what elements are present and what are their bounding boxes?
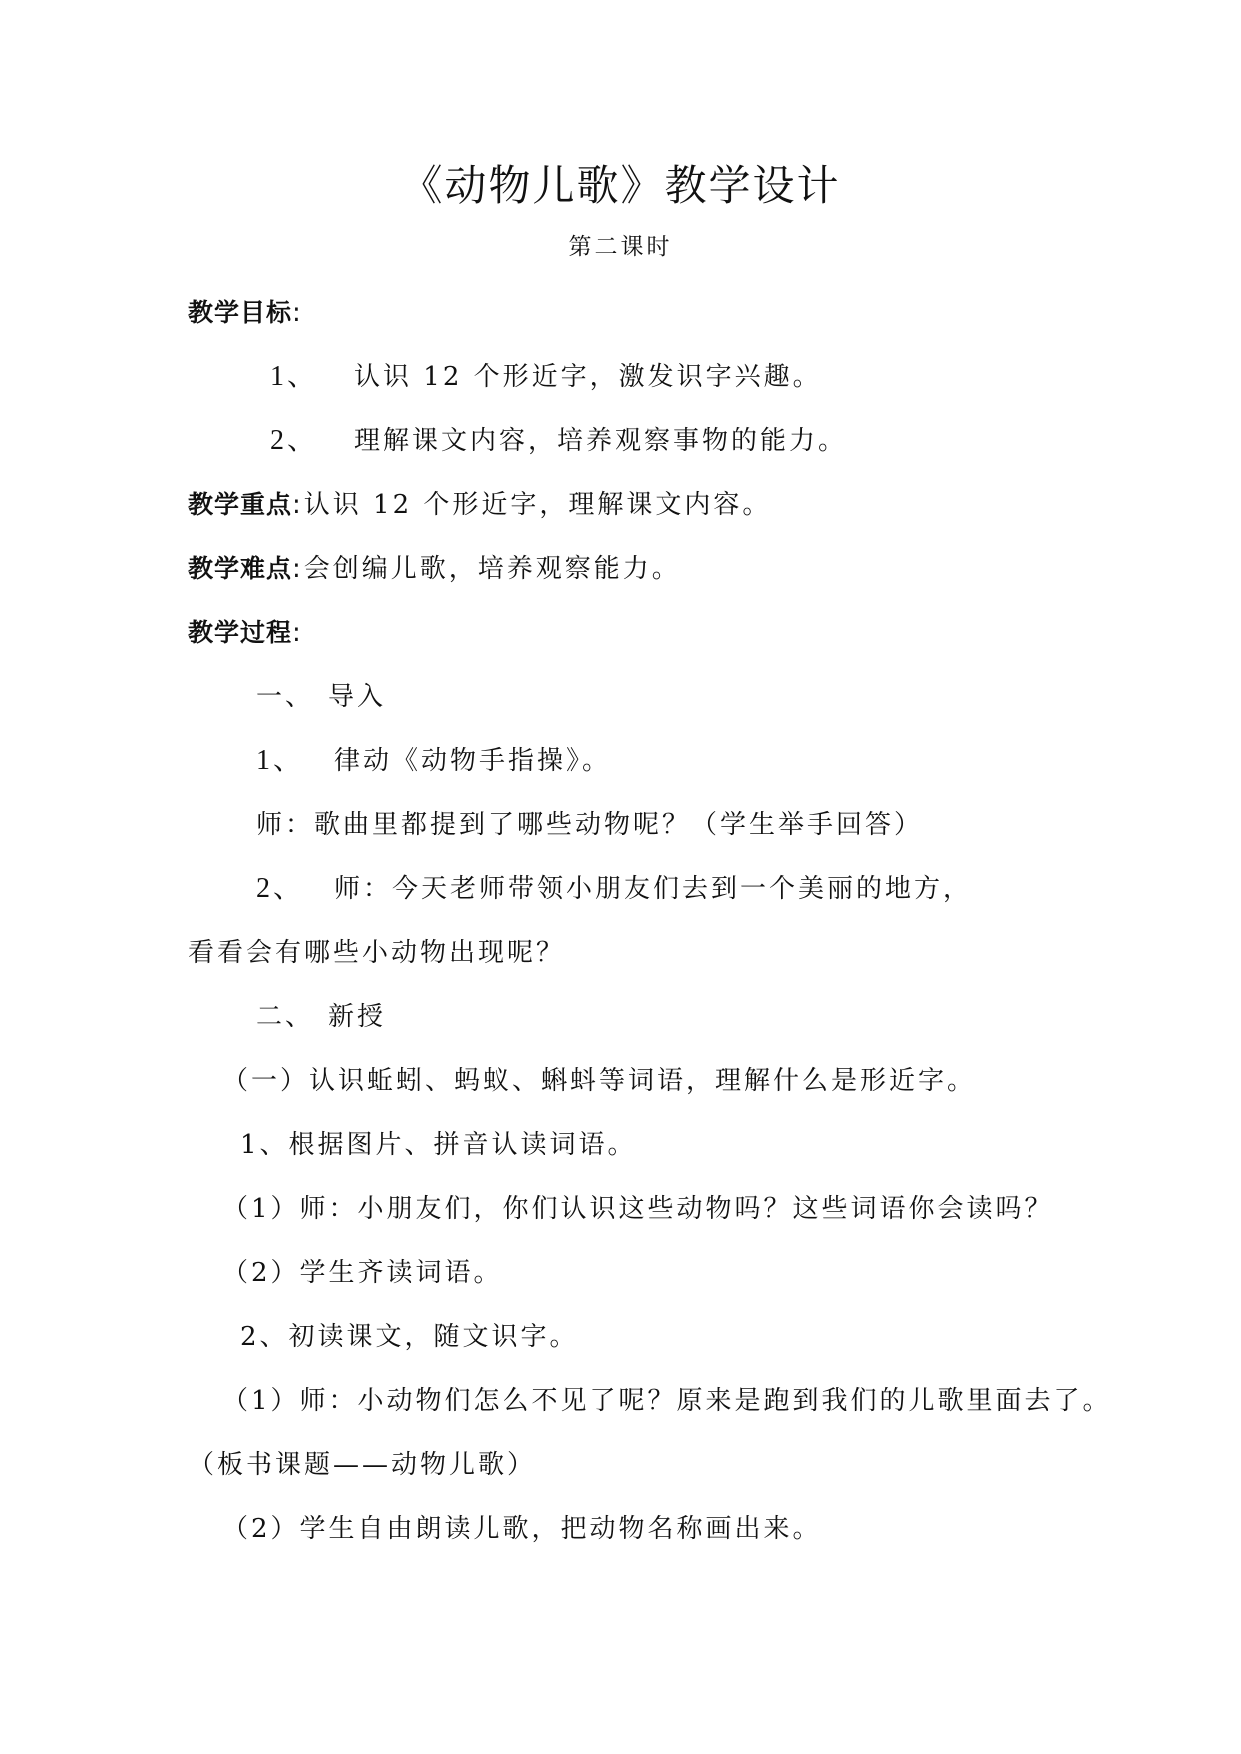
difficulties-line bbox=[188, 553, 681, 585]
document-subtitle: 第二课时 bbox=[568, 234, 673, 260]
section-1-heading bbox=[256, 681, 386, 713]
difficulties-colon: : bbox=[292, 554, 304, 584]
step-2-text: 师：今天老师带领小朋友们去到一个美丽的地方， bbox=[334, 874, 973, 904]
section-1-step-1 bbox=[256, 745, 611, 777]
objective-1-text: 认识 12 个形近字，激发识字兴趣。 bbox=[354, 362, 822, 392]
document-title: 《动物儿歌》教学设计 bbox=[400, 161, 841, 210]
step-1-number: 1、 bbox=[256, 745, 305, 776]
process-colon: : bbox=[292, 618, 304, 648]
objectives-heading: 教学目标 bbox=[188, 298, 293, 327]
step-1-text: 律动《动物手指操》。 bbox=[334, 746, 612, 776]
step-2-continuation: 看看会有哪些小动物出现呢？ bbox=[188, 938, 566, 968]
section-2-item-2: 2、初读课文，随文识字。 bbox=[240, 1322, 579, 1352]
section-2-title: 新授 bbox=[328, 1002, 387, 1032]
key-points-line bbox=[188, 489, 771, 521]
objectives-colon: : bbox=[292, 298, 304, 328]
objective-item-2 bbox=[270, 425, 847, 457]
step-2-number: 2、 bbox=[256, 873, 305, 904]
section-2-heading bbox=[256, 1001, 386, 1033]
key-points-heading: 教学重点 bbox=[188, 490, 293, 519]
section-1-label: 一、 bbox=[256, 682, 315, 712]
process-heading-line bbox=[188, 617, 304, 649]
section-2-item-1-a: （1）师：小朋友们，你们认识这些动物吗？这些词语你会读吗？ bbox=[222, 1194, 1054, 1224]
process-heading: 教学过程 bbox=[188, 618, 293, 647]
section-2-label: 二、 bbox=[256, 1002, 315, 1032]
section-2-item-1: 1、根据图片、拼音认读词语。 bbox=[240, 1130, 637, 1160]
difficulties-text: 会创编儿歌，培养观察能力。 bbox=[303, 554, 681, 584]
objectives-heading-line bbox=[188, 297, 304, 329]
section-2-item-1-b: （2）学生齐读词语。 bbox=[222, 1258, 503, 1288]
teacher-question-1: 师：歌曲里都提到了哪些动物呢？（学生举手回答） bbox=[256, 810, 924, 840]
objective-item-1 bbox=[270, 361, 822, 393]
objective-1-number: 1、 bbox=[270, 361, 319, 392]
objective-2-number: 2、 bbox=[270, 425, 319, 456]
objective-2-text: 理解课文内容，培养观察事物的能力。 bbox=[354, 426, 848, 456]
key-points-text: 认识 12 个形近字，理解课文内容。 bbox=[303, 490, 772, 520]
difficulties-heading: 教学难点 bbox=[188, 554, 293, 583]
section-2-item-2-b: （2）学生自由朗读儿歌，把动物名称画出来。 bbox=[222, 1514, 822, 1544]
section-1-step-2 bbox=[256, 873, 972, 905]
section-2-part-1: （一）认识蚯蚓、蚂蚁、蝌蚪等词语，理解什么是形近字。 bbox=[222, 1066, 977, 1096]
section-1-title: 导入 bbox=[328, 682, 387, 712]
section-2-item-2-a-continuation: （板书课题——动物儿歌） bbox=[188, 1450, 537, 1480]
section-2-item-2-a: （1）师：小动物们怎么不见了呢？原来是跑到我们的儿歌里面去了。 bbox=[222, 1386, 1112, 1416]
key-points-colon: : bbox=[292, 490, 304, 520]
